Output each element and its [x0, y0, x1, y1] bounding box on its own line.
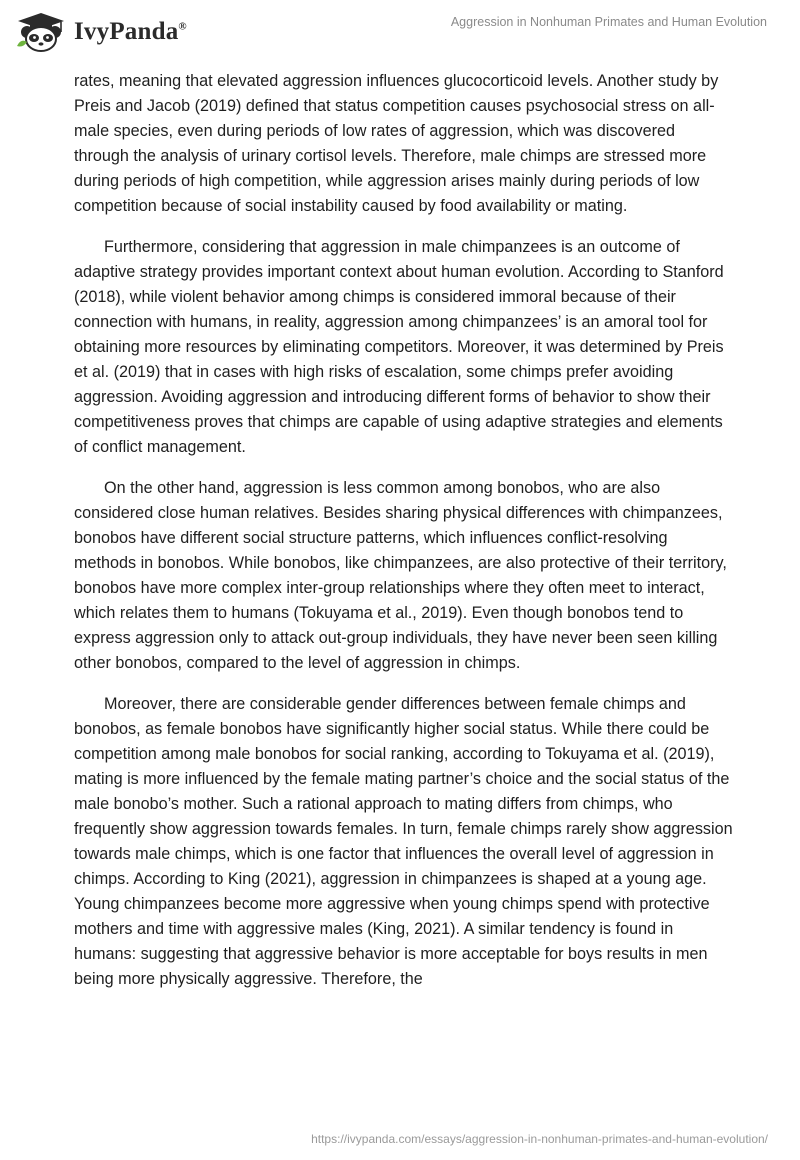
essay-body	[74, 69, 734, 1008]
brand-name	[74, 18, 187, 46]
brand-wordmark: IvyPanda	[74, 18, 179, 45]
document-title: Aggression in Nonhuman Primates and Human Evolution	[450, 15, 767, 29]
paragraph-1: rates, meaning that elevated aggression influences glucocorticoid levels. Another study by Preis and Jacob (2019) defined that status competition causes psychosocial stress on all-male species, even during periods of low rates of aggression, which was discovered through the analysis of urinary cortisol levels. Therefore, male chimps are stressed more during periods of high competition, while aggression arises mainly during periods of low competition because of social instability caused by food availability or mating.	[74, 72, 719, 215]
paragraph-4: Moreover, there are considerable gender differences between female chimps and bonobos, as female bonobos have significantly higher social status. While there could be competition among male bonobos for social ranking, according to Tokuyama et al. (2019), mating is more influenced by the female mating partner’s choice and the social status of the male bonobo’s mother. Such a rational approach to mating differs from chimps, who frequently show aggression towards females. In turn, female chimps rarely show aggression towards male chimps, which is one factor that influences the overall level of aggression in chimps. According to King (2021), aggression in chimpanzees is shaped at a young age. Young chimpanzees become more aggressive when young chimps spend with protective mothers and time with aggressive males (King, 2021). A similar tendency is found in humans: suggesting that aggressive behavior is more acceptable for boys results in men being more physically aggressive. Therefore, the	[74, 695, 733, 988]
brand-logo[interactable]	[14, 12, 187, 52]
registered-mark: ®	[178, 20, 187, 33]
panda-graduate-icon	[14, 12, 68, 52]
source-url-link[interactable]: https://ivypanda.com/essays/aggression-in-nonhuman-primates-and-human-evolution/	[311, 1132, 768, 1146]
paragraph-3: On the other hand, aggression is less common among bonobos, who are also considered close human relatives. Besides sharing physical differences with chimpanzees, bonobos have different social structure patterns, which influences conflict-resolving methods in bonobos. While bonobos, like chimpanzees, are also protective of their territory, bonobos have more complex inter-group relationships where they often meet to interact, which relates them to humans (Tokuyama et al., 2019). Even though bonobos tend to express aggression only to attack out-group individuals, they have never been seen killing other bonobos, compared to the level of aggression in chimps.	[74, 479, 727, 672]
paragraph-2: Furthermore, considering that aggression in male chimpanzees is an outcome of adaptive strategy provides important context about human evolution. According to Stanford (2018), while violent behavior among chimps is considered immoral because of their connection with humans, in reality, aggression among chimpanzees’ is an amoral tool for obtaining more resources by eliminating competitors. Moreover, it was determined by Preis et al. (2019) that in cases with high risks of escalation, some chimps prefer avoiding aggression. Avoiding aggression and introducing different forms of behavior to show their competitiveness proves that chimps are capable of using adaptive strategies and elements of conflict management.	[74, 238, 724, 456]
